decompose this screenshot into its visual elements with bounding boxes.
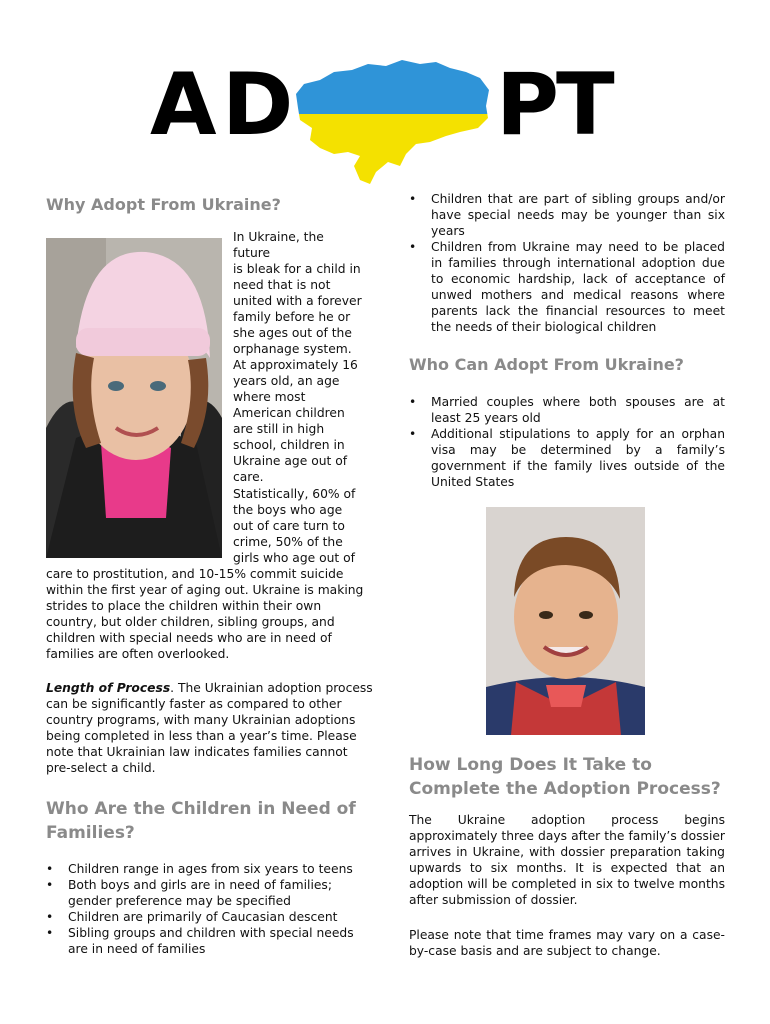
text-line: At approximately 16	[233, 358, 358, 372]
why-adopt-paragraph-2-wide	[46, 566, 376, 662]
text-line: girls who age out of	[233, 551, 356, 565]
text-line: school, children in	[233, 438, 345, 452]
text-line	[46, 680, 376, 696]
title-letter-d: D	[222, 55, 294, 155]
heading-line: Who Are the Children in Need of	[46, 799, 356, 819]
list-item: • Both boys and girls are in need of families; gender preference may be specified	[46, 877, 362, 909]
text-line: is bleak for a child in	[233, 262, 361, 276]
text-line: Ukraine age out of	[233, 454, 348, 468]
text-line: children with special needs who are in need of	[46, 631, 332, 645]
heading-line: Complete the Adoption Process?	[409, 779, 721, 799]
list-item: • Children are primarily of Caucasian descent	[46, 909, 362, 925]
text-line: American children	[233, 406, 345, 420]
text-line: need that is not	[233, 278, 331, 292]
text-line: family before he or	[233, 310, 351, 324]
length-of-process-label: Length of Process	[46, 681, 171, 695]
flag-blue-band	[290, 56, 495, 114]
text-line: pre-select a child.	[46, 761, 156, 775]
text-line: care.	[233, 470, 264, 484]
children-bullet-list	[46, 861, 362, 957]
text-line: the boys who age	[233, 503, 343, 517]
who-can-adopt-heading: Who Can Adopt From Ukraine?	[409, 355, 684, 374]
who-can-adopt-bullet-list	[409, 394, 725, 490]
how-long-heading	[409, 753, 721, 801]
list-item: • Children that are part of sibling groups and/or have special needs may be younger than six years	[409, 191, 725, 239]
title-letter-p: P	[496, 55, 560, 155]
text-line: strides to place the children within their own	[46, 599, 322, 613]
title-letter-a: A	[150, 55, 217, 155]
boy-photo	[486, 507, 645, 735]
length-of-process-paragraph	[46, 680, 376, 776]
list-item: • Additional stipulations to apply for an orphan visa may be determined by a family’s government if the family lives outside of the United States	[409, 426, 725, 490]
children-bullet-list-continued	[409, 191, 725, 335]
text-fragment: . The Ukrainian adoption process	[170, 681, 373, 695]
text-line: orphanage system.	[233, 342, 352, 356]
flag-yellow-band	[290, 114, 495, 188]
girl-photo	[46, 238, 222, 558]
list-item: • Children from Ukraine may need to be placed in families through international adoption due to economic hardship, lack of acceptance of unwed mothers and medical reasons where parents lack the financial resources to meet the needs of their biological children	[409, 239, 725, 335]
heading-line: How Long Does It Take to	[409, 755, 652, 775]
text-line: country, but older children, sibling groups, and	[46, 615, 335, 629]
text-line: can be significantly faster as compared to other	[46, 697, 342, 711]
text-line: where most	[233, 390, 306, 404]
list-item: • Children range in ages from six years to teens	[46, 861, 362, 877]
text-line: crime, 50% of the	[233, 535, 343, 549]
text-line: families are often overlooked.	[46, 647, 230, 661]
ukraine-map-flag-icon	[290, 56, 495, 188]
text-line: Statistically, 60% of	[233, 487, 356, 501]
text-line: she ages out of the	[233, 326, 352, 340]
why-adopt-paragraph-1	[233, 229, 363, 485]
text-line: care to prostitution, and 10-15% commit suicide	[46, 567, 344, 581]
text-line: united with a forever	[233, 294, 362, 308]
list-item: • Sibling groups and children with special needs are in need of families	[46, 925, 362, 957]
text-line: years old, an age	[233, 374, 340, 388]
why-adopt-heading: Why Adopt From Ukraine?	[46, 195, 281, 214]
text-line: out of care turn to	[233, 519, 345, 533]
children-in-need-heading	[46, 797, 356, 845]
why-adopt-paragraph-2-narrow	[233, 486, 368, 566]
text-line: are still in high	[233, 422, 325, 436]
text-line: country programs, with many Ukrainian adoptions	[46, 713, 356, 727]
how-long-paragraph-1: The Ukraine adoption process begins approximately three days after the family’s dossier arrives in Ukraine, with dossier preparation taking upwards to six months. It is expected that an adoption will be completed in six to twelve months after submission of dossier.	[409, 813, 725, 907]
text-line: within the first year of aging out. Ukraine is making	[46, 583, 364, 597]
how-long-paragraph-2: Please note that time frames may vary on a case-by-case basis and are subject to change.	[409, 928, 725, 958]
text-line: note that Ukrainian law indicates families cannot	[46, 745, 348, 759]
list-item: • Married couples where both spouses are at least 25 years old	[409, 394, 725, 426]
heading-line: Families?	[46, 823, 135, 843]
text-line: In Ukraine, the future	[233, 230, 324, 260]
text-line: being completed in less than a year’s time. Please	[46, 729, 357, 743]
title-letter-t: T	[556, 55, 615, 155]
